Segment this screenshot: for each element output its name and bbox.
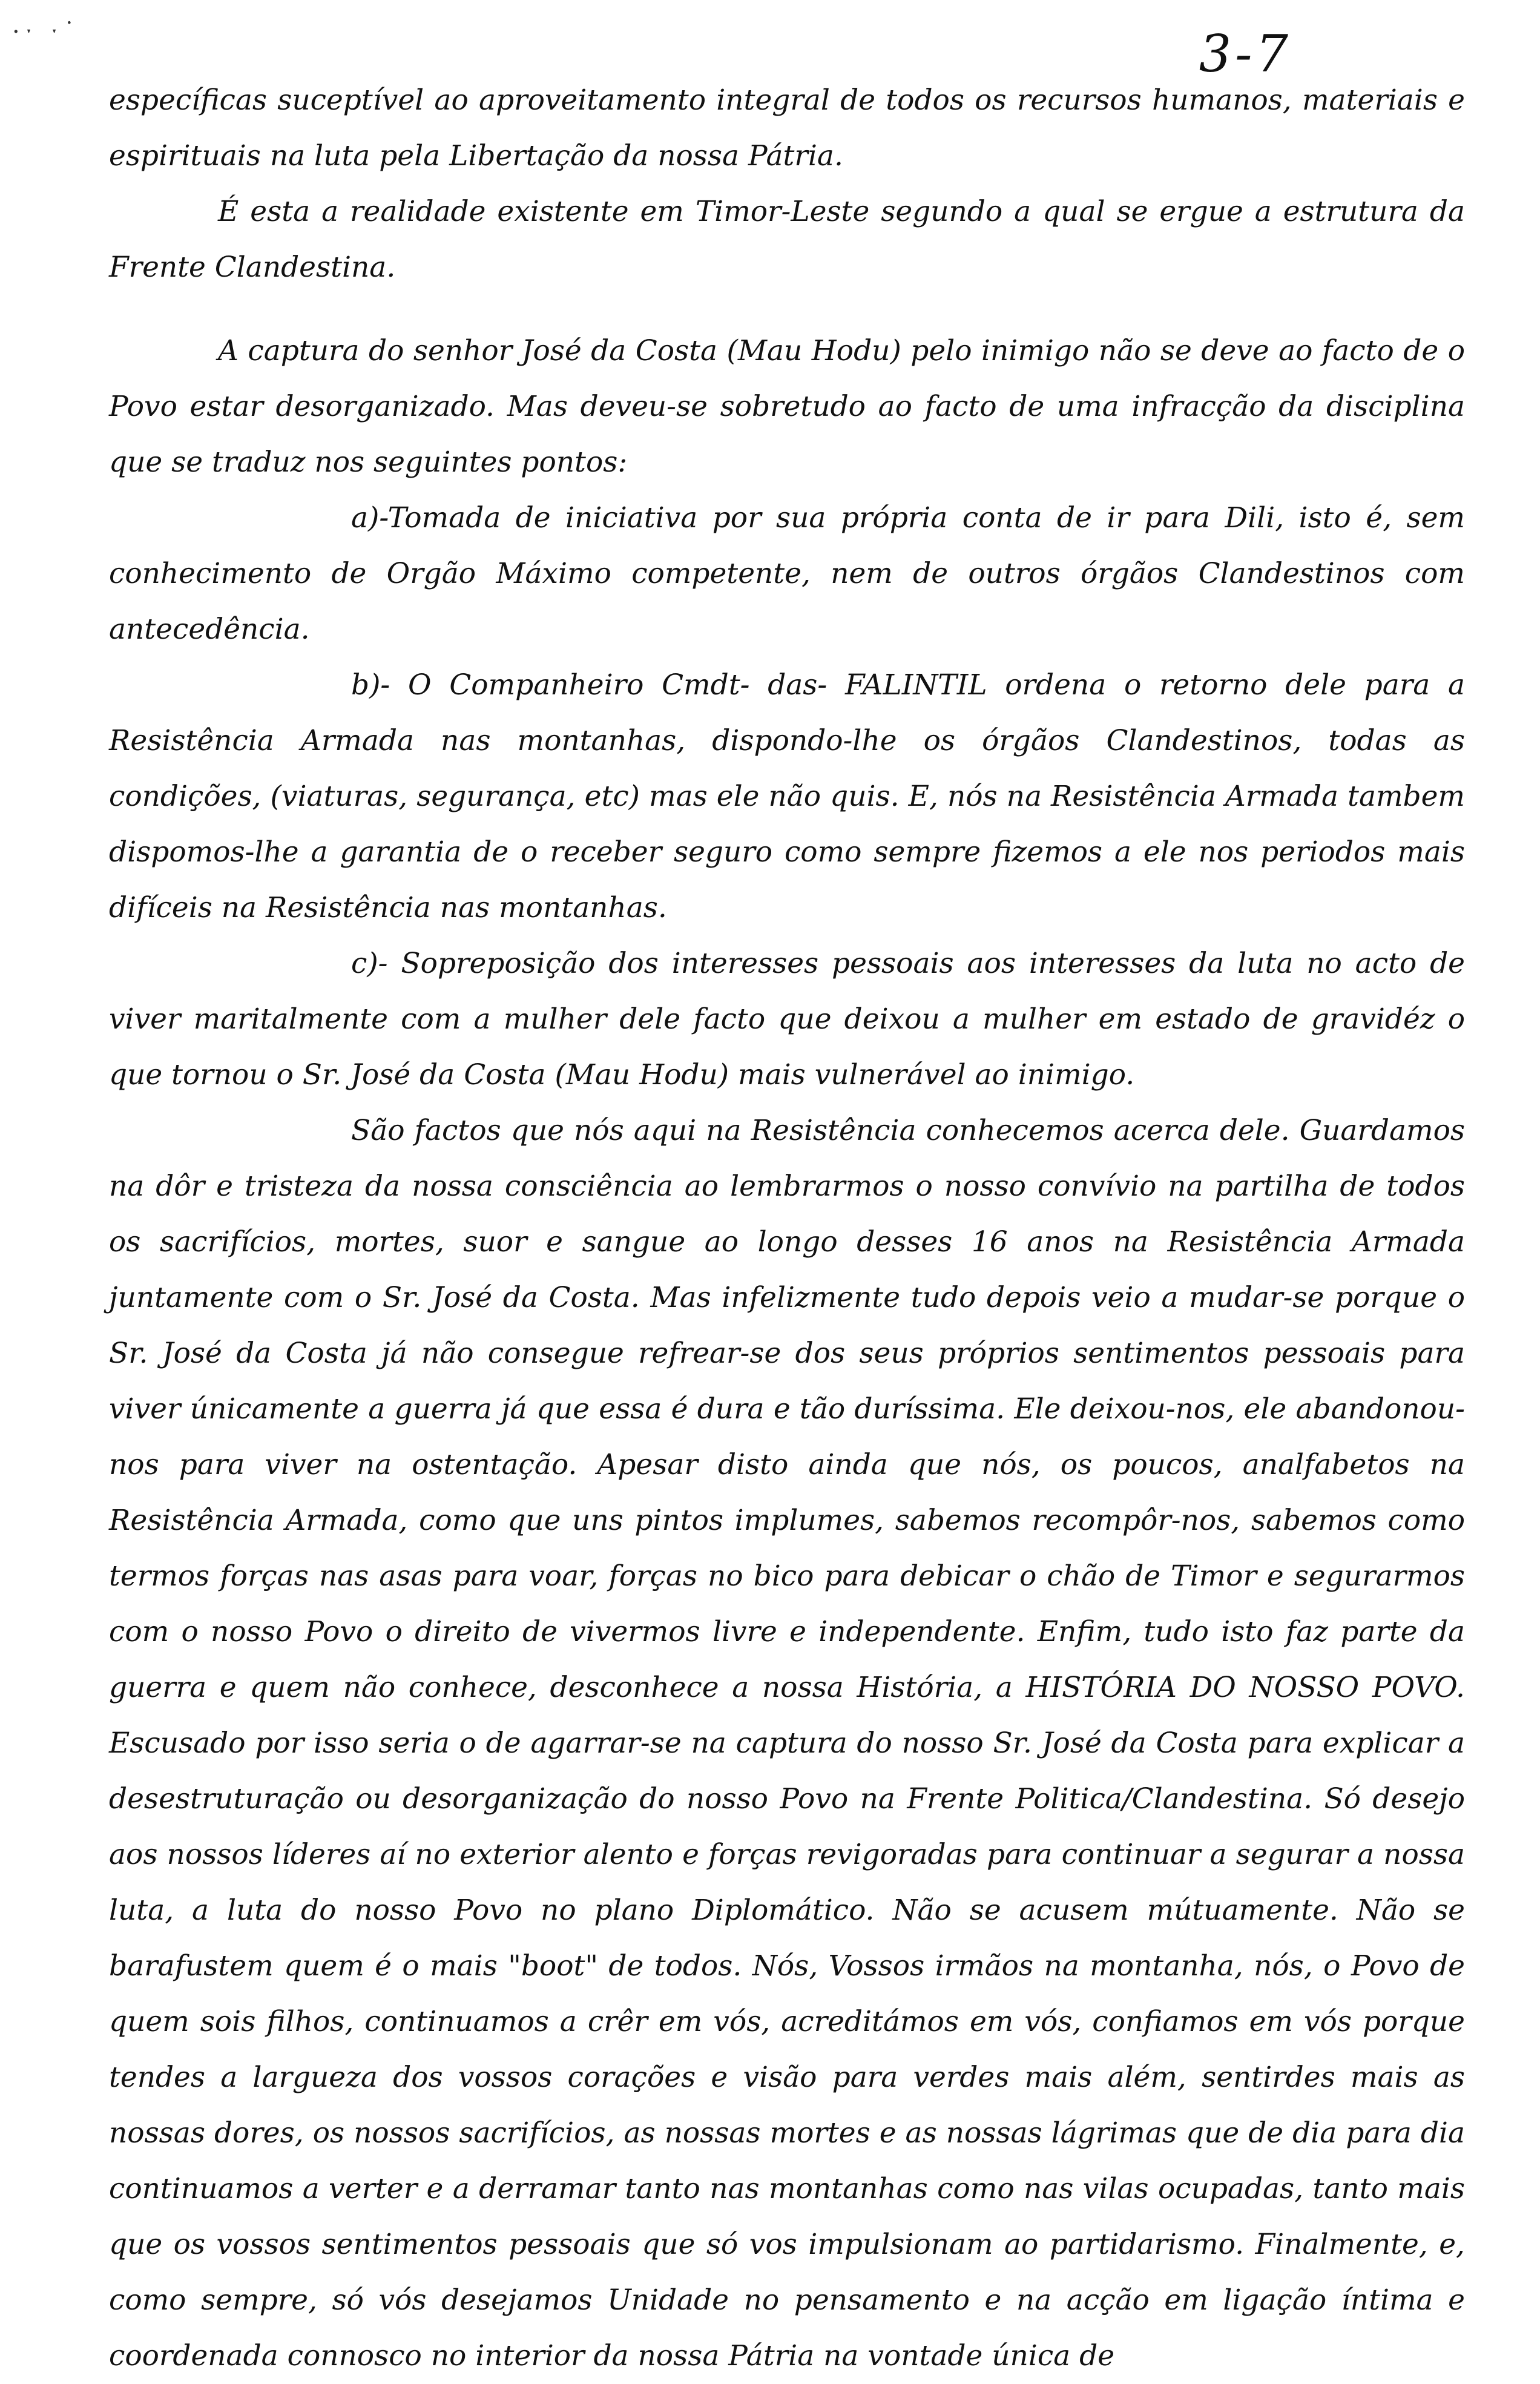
stray-ink-marks: ·ˑ ˑ˙: [12, 18, 81, 46]
paragraph-capture: A captura do senhor José da Costa (Mau Hodu) pelo inimigo não se deve ao facto de o Povo estar desorganizado. Mas deveu-se sobretudo ao facto de uma infracção da disciplina que se traduz nos seguintes pontos:: [109, 334, 1465, 479]
paragraph-continuation: específicas suceptível ao aproveitamento integral de todos os recursos humanos, materiais e espirituais na luta pela Libertação da nossa Pátria.: [109, 84, 1465, 173]
point-c: c)- Sopreposição dos interesses pessoais aos interesses da luta no acto de viver maritalmente com a mulher dele facto que deixou a mulher em estado de gravidéz o que tornou o Sr. José da Costa (Mau Hodu) mais vulnerável ao inimigo.: [109, 947, 1465, 1092]
paragraph-reality: É esta a realidade existente em Timor-Leste segundo a qual se ergue a estrutura da Frente Clandestina.: [109, 195, 1465, 284]
document-body: [109, 73, 1465, 2384]
paragraph-facts: São factos que nós aqui na Resistência conhecemos acerca dele. Guardamos na dôr e tristeza da nossa consciência ao lembrarmos o nosso convívio na partilha de todos os sacrifícios, mortes, suor e sangue ao longo desses 16 anos na Resistência Armada juntamente com o Sr. José da Costa. Mas infelizmente tudo depois veio a mudar-se porque o Sr. José da Costa já não consegue refrear-se dos seus próprios sentimentos pessoais para viver únicamente a guerra já que essa é dura e tão duríssima. Ele deixou-nos, ele abandonou-nos para viver na ostentação. Apesar disto ainda que nós, os poucos, analfabetos na Resistência Armada, como que uns pintos implumes, sabemos recompôr-nos, sabemos como termos forças nas asas para voar, forças no bico para debicar o chão de Timor e segurarmos com o nosso Povo o direito de vivermos livre e independente. Enfim, tudo isto faz parte da guerra e quem não conhece, desconhece a nossa História, a HISTÓRIA DO NOSSO POVO. Escusado por isso seria o de agarrar-se na captura do nosso Sr. José da Costa para explicar a desestruturação ou desorganização do nosso Povo na Frente Politica/Clandestina. Só desejo aos nossos líderes aí no exterior alento e forças revigoradas para continuar a segurar a nossa luta, a luta do nosso Povo no plano Diplomático. Não se acusem mútuamente. Não se barafustem quem é o mais "boot" de todos. Nós, Vossos irmãos na montanha, nós, o Povo de quem sois filhos, continuamos a crêr em vós, acreditámos em vós, confiamos em vós porque tendes a largueza dos vossos corações e visão para verdes mais além, sentirdes mais as nossas dores, os nossos sacrifícios, as nossas mortes e as nossas lágrimas que de dia para dia continuamos a verter e a derramar tanto nas montanhas como nas vilas ocupadas, tanto mais que os vossos sentimentos pessoais que só vos impulsionam ao partidarismo. Finalmente, e, como sempre, só vós desejamos Unidade no pensamento e na acção em ligação íntima e coordenada connosco no interior da nossa Pátria na vontade única de: [109, 1114, 1465, 2372]
page-number: 3-7: [1199, 24, 1292, 84]
point-b: b)- O Companheiro Cmdt- das- FALINTIL ordena o retorno dele para a Resistência Armada nas montanhas, dispondo-lhe os órgãos Clandestinos, todas as condições, (viaturas, segurança, etc) mas ele não quis. E, nós na Resistência Armada tambem dispomos-lhe a garantia de o receber seguro como sempre fizemos a ele nos periodos mais difíceis na Resistência nas montanhas.: [109, 668, 1465, 924]
point-a: a)-Tomada de iniciativa por sua própria conta de ir para Dili, isto é, sem conhecimento de Orgão Máximo competente, nem de outros órgãos Clandestinos com antecedência.: [109, 501, 1465, 646]
